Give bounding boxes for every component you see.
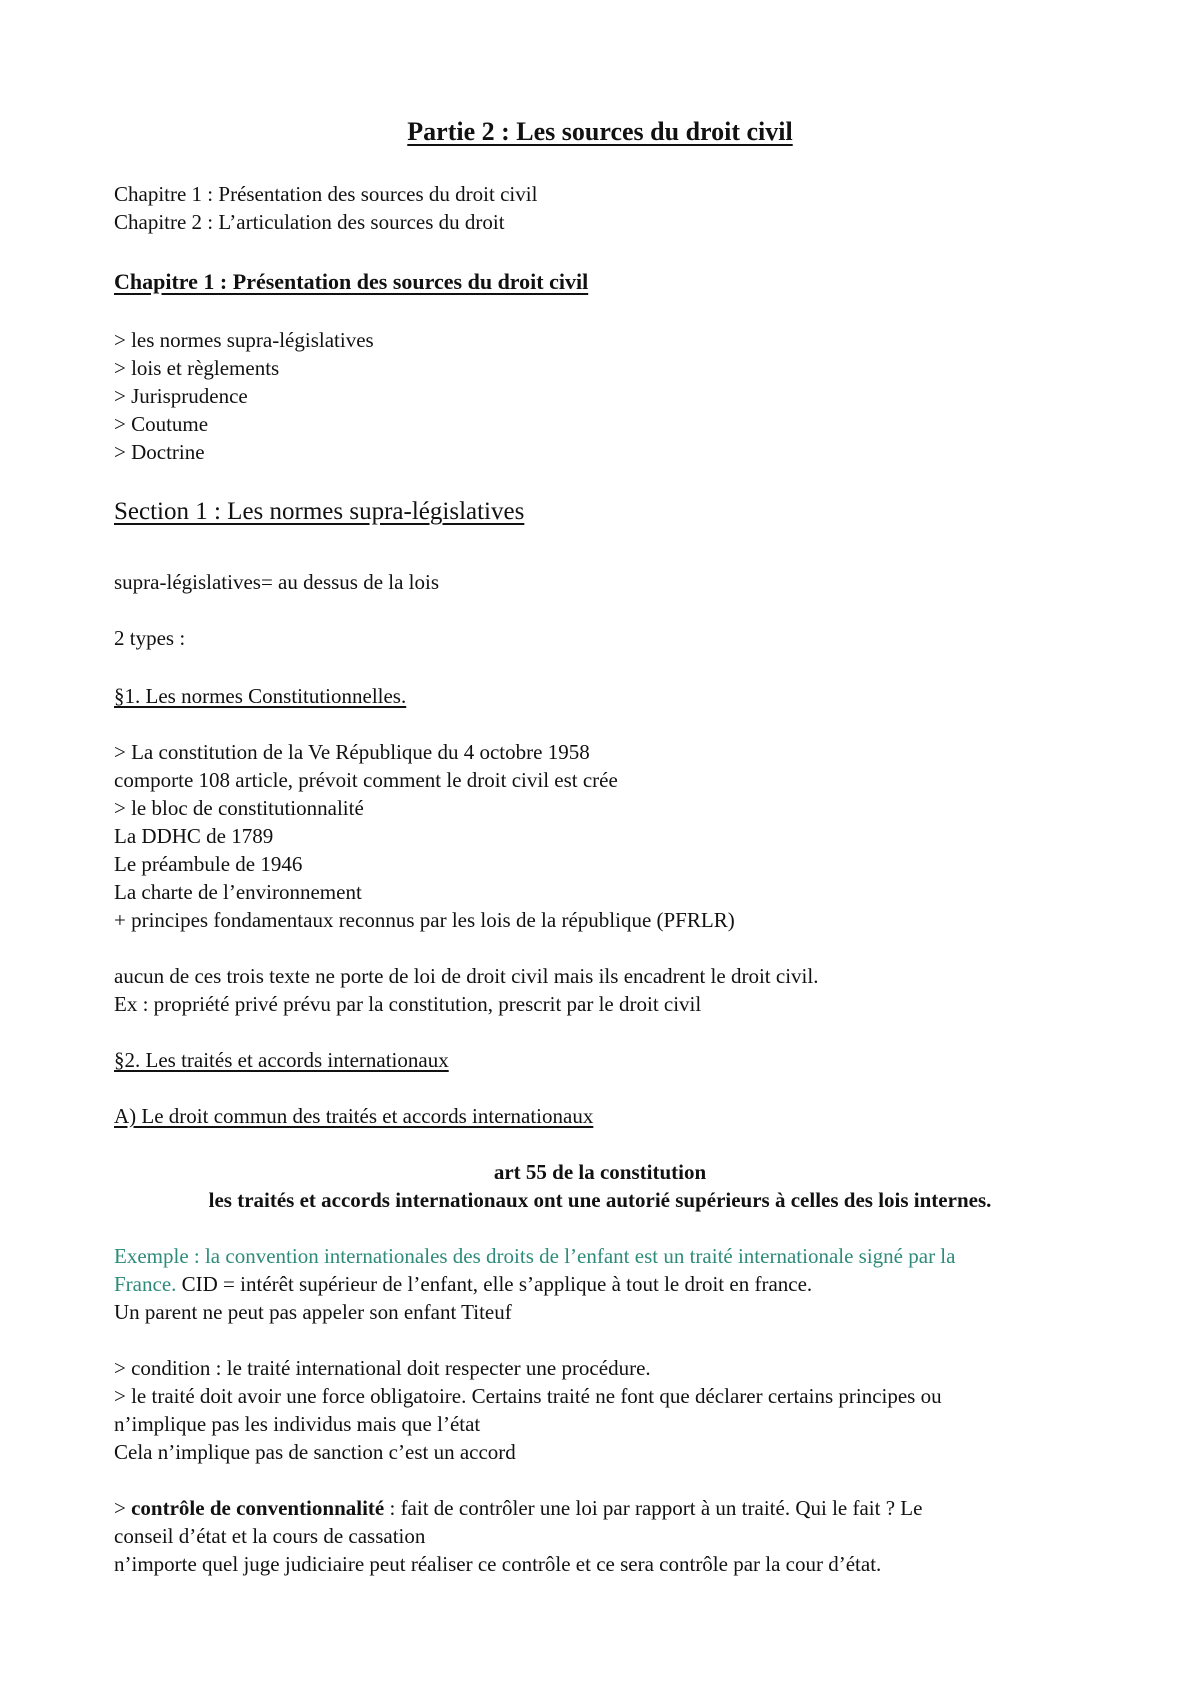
art55-title: art 55 de la constitution bbox=[493, 1160, 707, 1184]
condition-line: Cela n’implique pas de sanction c’est un accord bbox=[114, 1440, 516, 1464]
control-definition: : fait de contrôler une loi par rapport à un traité. Qui le fait ? Le bbox=[384, 1496, 923, 1520]
sources-list-item: > Jurisprudence bbox=[114, 384, 248, 408]
condition-line: > le traité doit avoir une force obligatoire. Certains traité ne font que déclarer certains principes ou bbox=[114, 1384, 942, 1408]
sources-list-item: > lois et règlements bbox=[114, 356, 280, 380]
toc-item-1: Chapitre 1 : Présentation des sources du droit civil bbox=[114, 182, 538, 206]
par1-note: aucun de ces trois texte ne porte de loi de droit civil mais ils encadrent le droit civil. bbox=[114, 964, 819, 988]
par1-line: La charte de l’environnement bbox=[114, 880, 362, 904]
par1-line: + principes fondamentaux reconnus par les lois de la république (PFRLR) bbox=[114, 908, 735, 932]
par1-line: Le préambule de 1946 bbox=[114, 852, 303, 876]
control-line: n’importe quel juge judiciaire peut réaliser ce contrôle et ce sera contrôle par la cour d’état. bbox=[114, 1552, 882, 1576]
example-country: France. bbox=[114, 1272, 177, 1296]
control-line bbox=[114, 1494, 922, 1522]
par1-heading: §1. Les normes Constitutionnelles. bbox=[114, 684, 407, 708]
sources-list-item: > Coutume bbox=[114, 412, 209, 436]
chapter1-heading: Chapitre 1 : Présentation des sources du droit civil bbox=[114, 269, 589, 294]
par1-note: Ex : propriété privé prévu par la constitution, prescrit par le droit civil bbox=[114, 992, 702, 1016]
page-title: Partie 2 : Les sources du droit civil bbox=[407, 117, 793, 146]
condition-line: n’implique pas les individus mais que l’état bbox=[114, 1412, 481, 1436]
art55-text: les traités et accords internationaux ont une autorié supérieurs à celles des lois internes. bbox=[208, 1188, 992, 1212]
subA-heading: A) Le droit commun des traités et accords internationaux bbox=[114, 1104, 594, 1128]
section1-heading: Section 1 : Les normes supra-législatives bbox=[114, 498, 525, 525]
example-cid: CID = intérêt supérieur de l’enfant, elle s’applique à tout le droit en france. bbox=[176, 1272, 813, 1296]
toc-item-2: Chapitre 2 : L’articulation des sources du droit bbox=[114, 210, 505, 234]
par1-line: comporte 108 article, prévoit comment le droit civil est crée bbox=[114, 768, 618, 792]
sources-list-item: > Doctrine bbox=[114, 440, 205, 464]
par1-line: > le bloc de constitutionnalité bbox=[114, 796, 364, 820]
condition-line: > condition : le traité international doit respecter une procédure. bbox=[114, 1356, 651, 1380]
control-line: conseil d’état et la cours de cassation bbox=[114, 1524, 426, 1548]
par1-line: La DDHC de 1789 bbox=[114, 824, 274, 848]
par2-heading: §2. Les traités et accords internationaux bbox=[114, 1048, 449, 1072]
par1-line: > La constitution de la Ve République du 4 octobre 1958 bbox=[114, 740, 590, 764]
control-term: contrôle de conventionnalité bbox=[131, 1496, 385, 1520]
example-line: Exemple : la convention internationales des droits de l’enfant est un traité internationale signé par la bbox=[114, 1244, 956, 1268]
control-prefix: > bbox=[114, 1496, 132, 1520]
example-line: Un parent ne peut pas appeler son enfant Titeuf bbox=[114, 1300, 512, 1324]
definition-text: supra-législatives= au dessus de la lois bbox=[114, 570, 440, 594]
sources-list-item: > les normes supra-législatives bbox=[114, 328, 374, 352]
types-text: 2 types : bbox=[114, 626, 186, 650]
example-line bbox=[114, 1270, 812, 1298]
